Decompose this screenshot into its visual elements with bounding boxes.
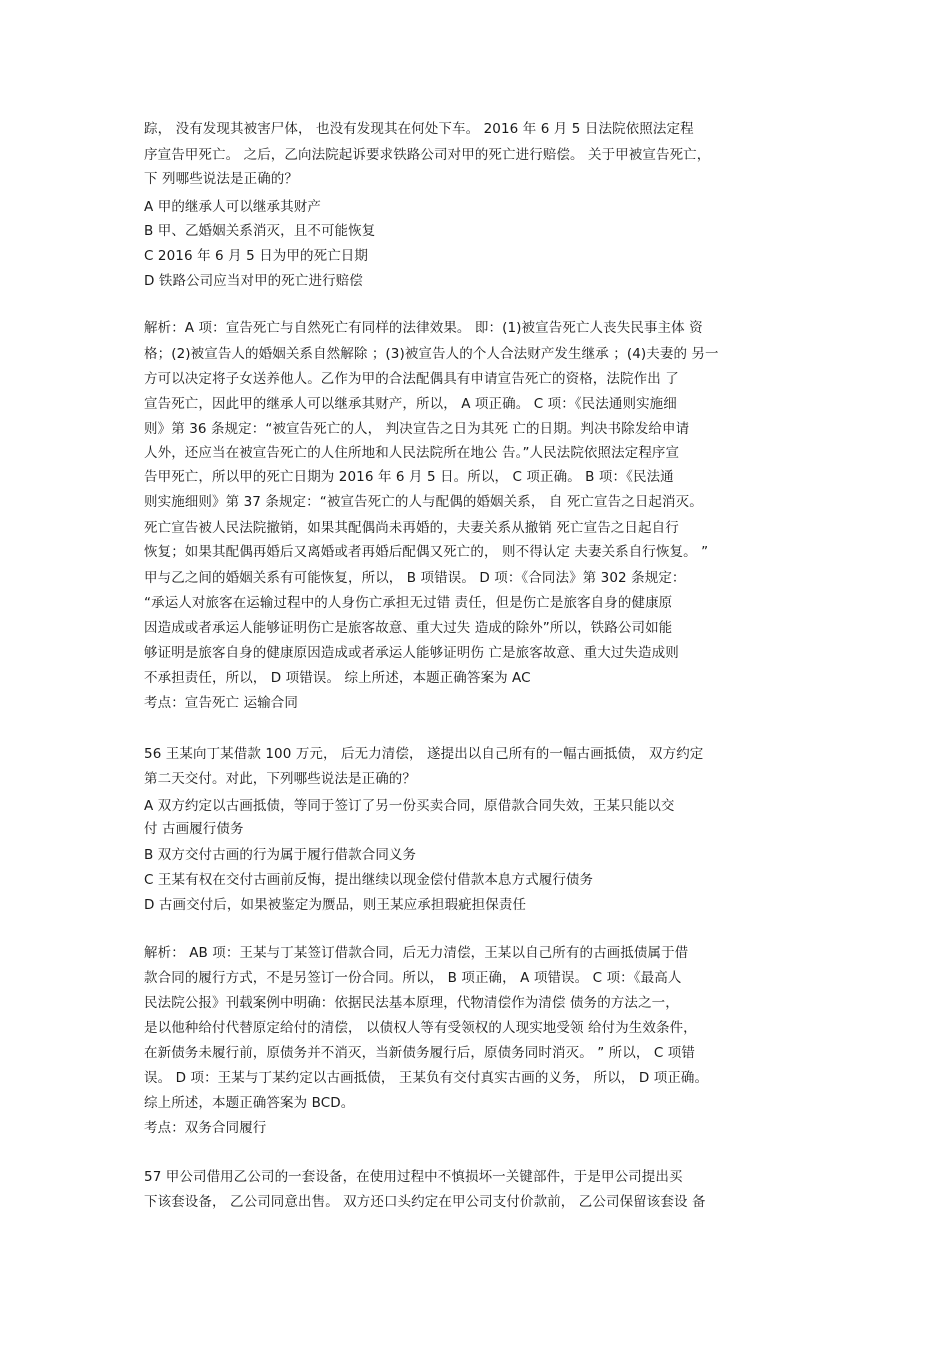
question-56: 第二天交付。对此，下列哪些说法是正确的？ (144, 771, 416, 787)
analysis-line: 方可以决定将子女送养他人。乙作为甲的合法配偶具有申请宣告死亡的资格，法院作出 了 (144, 371, 679, 387)
analysis-line: 人外，还应当在被宣告死亡的人住所地和人民法院所在地公 告。”人民法院依照法定程序宣 (144, 445, 680, 461)
option-c: C 2016 年 6 月 5 日为甲的死亡日期 (144, 248, 369, 264)
analysis-line: 告甲死亡，所以甲的死亡日期为 2016 年 6 月 5 日。所以， C 项正确。 B 项：《民法通 (144, 469, 674, 485)
option-a: A 双方约定以古画抵债，等同于签订了另一份买卖合同，原借款合同失效，王某只能以交 (144, 798, 675, 814)
analysis-line: 宣告死亡，因此甲的继承人可以继承其财产，所以， A 项正确。 C 项：《民法通则实施细 (144, 396, 677, 412)
analysis-line: 则实施细则》第 37 条规定：“被宣告死亡的人与配偶的婚姻关系， 自 死亡宣告之日起消灭。 (144, 494, 703, 510)
analysis-line: 综上所述，本题正确答案为 BCD。 (144, 1095, 355, 1111)
option-a: A 甲的继承人可以继承其财产 (144, 199, 321, 215)
analysis-line: 误。 D 项：王某与丁某约定以古画抵债， 王某负有交付真实古画的义务， 所以， D 项正确。 (144, 1070, 709, 1086)
analysis-line: 因造成或者承运人能够证明伤亡是旅客故意、重大过失 造成的除外”所以，铁路公司如能 (144, 620, 673, 636)
option-d: D 古画交付后，如果被鉴定为赝品，则王某应承担瑕疵担保责任 (144, 897, 527, 913)
analysis-line: 解析：A 项：宣告死亡与自然死亡有同样的法律效果。 即：(1)被宣告死亡人丧失民事主体 资 (144, 320, 703, 336)
analysis-line: 恢复；如果其配偶再婚后又离婚或者再婚后配偶又死亡的， 则不得认定 夫妻关系自行恢复。 ” (144, 544, 709, 560)
analysis-line: 是以他种给付代替原定给付的清偿， 以债权人等有受领权的人现实地受领 给付为生效条件， (144, 1020, 697, 1036)
key-point: 考点：宣告死亡 运输合同 (144, 695, 298, 711)
option-c: C 王某有权在交付古画前反悔，提出继续以现金偿付借款本息方式履行债务 (144, 872, 594, 888)
analysis-line: 款合同的履行方式，不是另签订一份合同。所以， B 项正确， A 项错误。 C 项：《最高人 (144, 970, 682, 986)
text-line: 下 列哪些说法是正确的？ (144, 171, 298, 187)
analysis-line: 死亡宣告被人民法院撤销，如果其配偶尚未再婚的，夫妻关系从撤销 死亡宣告之日起自行 (144, 520, 679, 536)
key-point: 考点：双务合同履行 (144, 1120, 267, 1136)
question-57: 下该套设备， 乙公司同意出售。 双方还口头约定在甲公司支付价款前， 乙公司保留该套设 备 (144, 1194, 706, 1210)
option-a: 付 古画履行债务 (144, 821, 244, 837)
analysis-line: 甲与乙之间的婚姻关系有可能恢复，所以， B 项错误。 D 项：《合同法》第 302 条规定： (144, 570, 686, 586)
analysis-line: 则》第 36 条规定：“被宣告死亡的人， 判决宣告之日为其死 亡的日期。判决书除发给申请 (144, 421, 690, 437)
analysis-line: 格；(2)被宣告人的婚姻关系自然解除 ；(3)被宣告人的个人合法财产发生继承 ；(4)夫妻的 另一 (144, 346, 719, 362)
analysis-line: 够证明是旅客自身的健康原因造成或者承运人能够证明伤 亡是旅客故意、重大过失造成则 (144, 645, 679, 661)
option-d: D 铁路公司应当对甲的死亡进行赔偿 (144, 273, 363, 289)
option-b: B 双方交付古画的行为属于履行借款合同义务 (144, 847, 417, 863)
question-56: 56 王某向丁某借款 100 万元， 后无力清偿， 遂提出以自己所有的一幅古画抵债， 双方约定 (144, 746, 704, 762)
text-line: 序宣告甲死亡。 之后，乙向法院起诉要求铁路公司对甲的死亡进行赔偿。 关于甲被宣告死亡， (144, 147, 711, 163)
option-b: B 甲、乙婚姻关系消灭，且不可能恢复 (144, 223, 376, 239)
analysis-line: 不承担责任，所以， D 项错误。 综上所述，本题正确答案为 AC (144, 670, 531, 686)
analysis-line: 在新债务未履行前，原债务并不消灭，当新债务履行后，原债务同时消灭。 ” 所以， C 项错 (144, 1045, 695, 1061)
analysis-line: 解析： AB 项：王某与丁某签订借款合同，后无力清偿，王某以自己所有的古画抵债属于借 (144, 945, 689, 961)
analysis-line: “承运人对旅客在运输过程中的人身伤亡承担无过错 责任，但是伤亡是旅客自身的健康原 (144, 595, 673, 611)
question-57: 57 甲公司借用乙公司的一套设备，在使用过程中不慎损坏一关键部件，于是甲公司提出买 (144, 1169, 683, 1185)
text-line: 踪， 没有发现其被害尸体， 也没有发现其在何处下车。 2016 年 6 月 5 日法院依照法定程 (144, 121, 694, 137)
analysis-line: 民法院公报》刊载案例中明确：依据民法基本原理，代物清偿作为清偿 债务的方法之一， (144, 995, 679, 1011)
